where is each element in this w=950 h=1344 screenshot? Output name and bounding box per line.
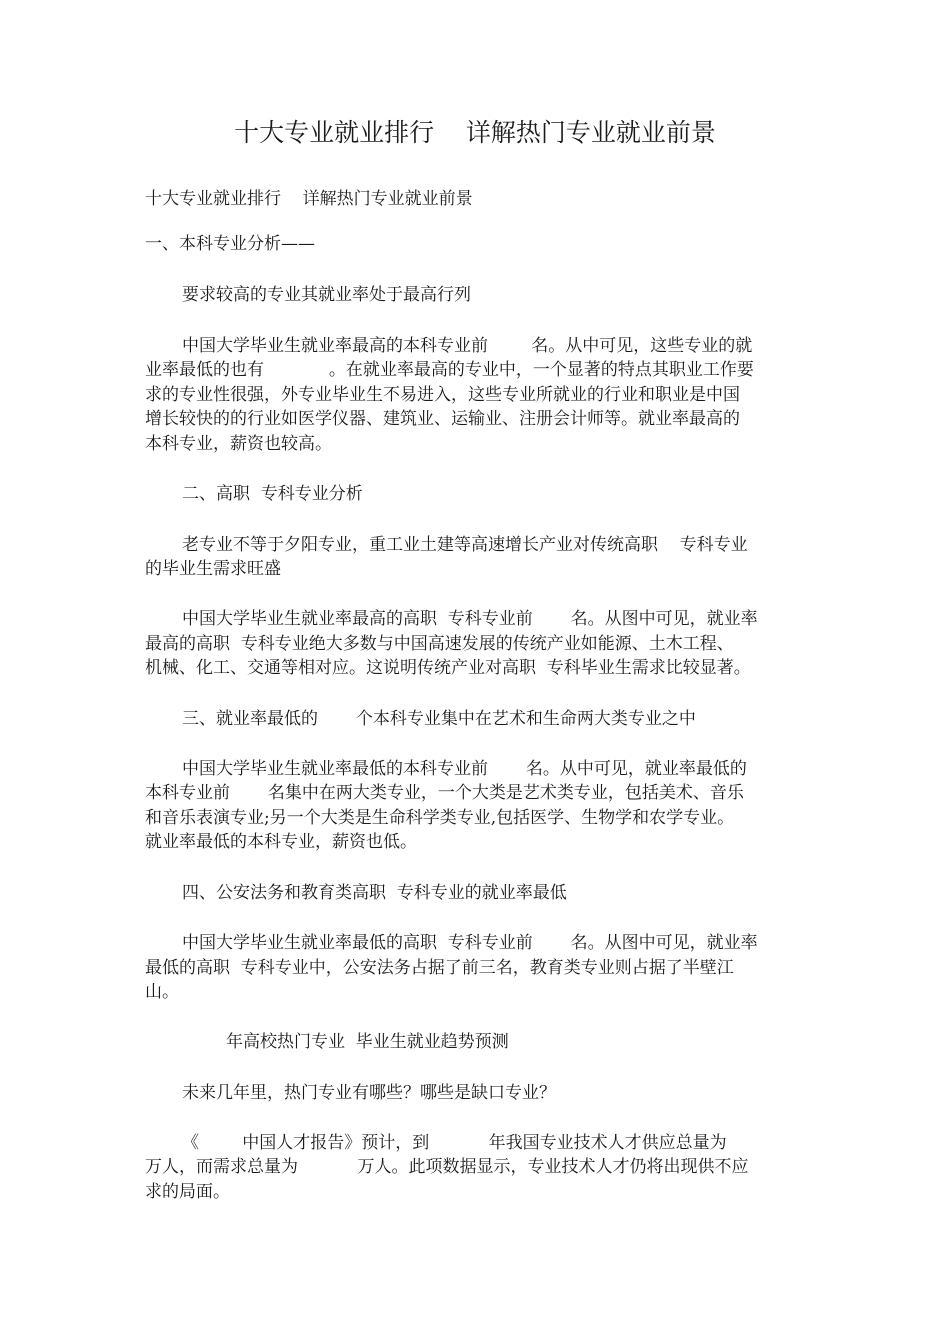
document-title: 十大专业就业排行 详解热门专业就业前景 (234, 118, 716, 147)
paragraph-line: 和音乐表演专业;另一个大类是生命科学类专业,包括医学、生物学和农学专业。 (145, 808, 735, 828)
paragraph-line: 中国大学毕业生就业率最高的高职 专科专业前 名。从图中可见，就业率 (182, 609, 758, 629)
paragraph-line: 本科专业，薪资也较高。 (145, 434, 332, 454)
section-heading: 四、公安法务和教育类高职 专科专业的就业率最低 (182, 883, 567, 903)
section-heading: 年高校热门专业 毕业生就业趋势预测 (226, 1032, 509, 1052)
section-heading: 二、高职 专科专业分析 (182, 484, 363, 504)
paragraph-line: 《 中国人才报告》预计，到 年我国专业技术人才供应总量为 (182, 1133, 727, 1153)
paragraph-line: 求的专业性很强，外专业毕业生不易进入，这些专业所就业的行业和职业是中国 (145, 385, 740, 405)
paragraph-line: 老专业不等于夕阳专业，重工业土建等高速增长产业对传统高职 专科专业 (182, 535, 748, 555)
paragraph-line: 就业率最低的本科专业，薪资也低。 (145, 832, 417, 852)
subtitle-line: 十大专业就业排行 详解热门专业就业前景 (145, 189, 473, 209)
paragraph-line: 未来几年里，热门专业有哪些？哪些是缺口专业？ (182, 1083, 556, 1103)
paragraph-line: 求的局面。 (145, 1182, 230, 1202)
paragraph-line: 中国大学毕业生就业率最低的本科专业前 名。从中可见，就业率最低的 (182, 759, 747, 779)
paragraph-line: 业率最低的也有 。在就业率最高的专业中，一个显著的特点其职业工作要 (145, 360, 754, 380)
paragraph-line: 最低的高职 专科专业中，公安法务占据了前三名，教育类专业则占据了半壁江 (145, 958, 734, 978)
section-heading: 三、就业率最低的 个本科专业集中在艺术和生命两大类专业之中 (182, 709, 696, 729)
paragraph-line: 最高的高职 专科专业绝大多数与中国高速发展的传统产业如能源、土木工程、 (145, 634, 734, 654)
paragraph-line: 中国大学毕业生就业率最低的高职 专科专业前 名。从图中可见，就业率 (182, 933, 758, 953)
paragraph-line: 万人，而需求总量为 万人。此项数据显示，专业技术人才仍将出现供不应 (145, 1157, 749, 1177)
paragraph-line: 的毕业生需求旺盛 (145, 559, 281, 579)
paragraph-line: 山。 (145, 982, 179, 1002)
paragraph-line: 增长较快的的行业如医学仪器、建筑业、运输业、注册会计师等。就业率最高的 (145, 409, 740, 429)
paragraph-line: 要求较高的专业其就业率处于最高行列 (182, 285, 471, 305)
paragraph-line: 本科专业前 名集中在两大类专业，一个大类是艺术类专业，包括美术、音乐 (145, 783, 744, 803)
paragraph-line: 中国大学毕业生就业率最高的本科专业前 名。从中可见，这些专业的就 (182, 336, 753, 356)
section-heading: 一、本科专业分析—— (145, 234, 315, 254)
paragraph-line: 机械、化工、交通等相对应。这说明传统产业对高职 专科毕业生需求比较显著。 (145, 658, 751, 678)
